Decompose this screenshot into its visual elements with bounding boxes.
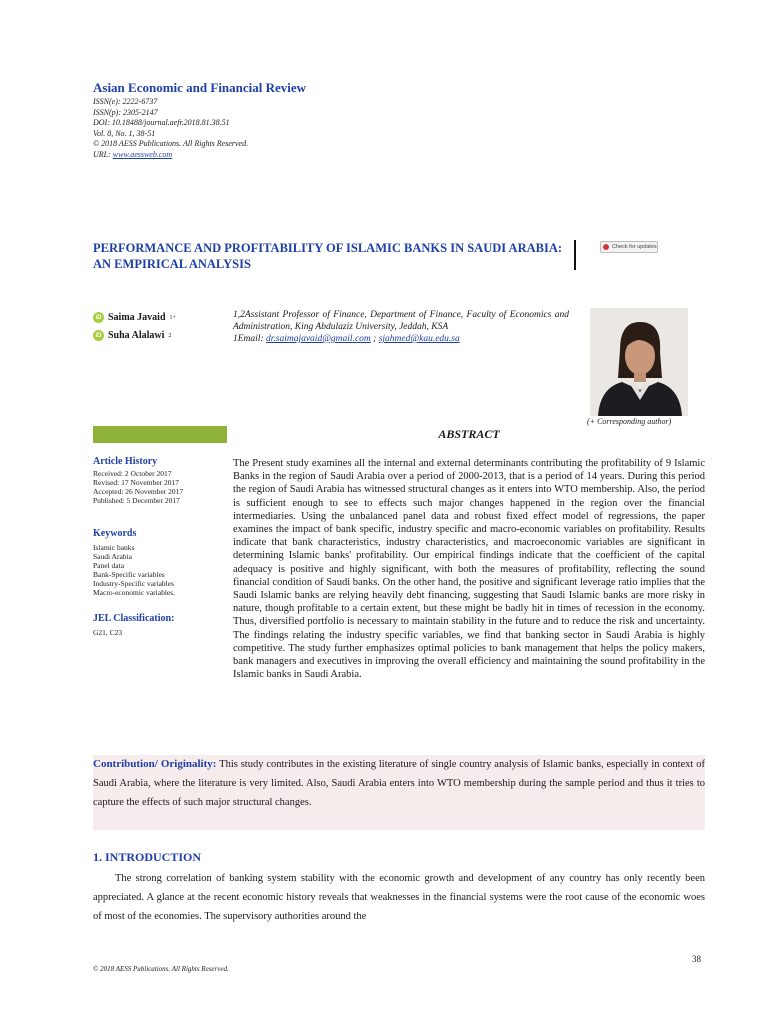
- issn-e: ISSN(e): 2222-6737: [93, 97, 158, 106]
- introduction-heading: 1. INTRODUCTION: [93, 850, 202, 864]
- journal-url-link[interactable]: www.aessweb.com: [112, 149, 173, 159]
- author-2: [93, 330, 171, 341]
- keywords-list: [93, 543, 175, 597]
- abstract-body: The Present study examines all the internal and external determinants contributing the profitability of 9 Islamic Banks in the region of Saudi Arabia over a period of 2000-2013, that is a period of 14 years. During this period the region of Saudi Arabia has witnessed structural changes as it enters into WTO membership. Also, the period is sufficient enough to see to effects such major changes happened in the region over the financial intermediaries. Using the unbalanced panel data and robust fixed effect model of regressions, the paper examines the impact of bank specific, industry specific and macro-economic variables on profitability. Results indicate that bank characteristics, industry characteristics, and macroeconomic variables are significant in determining Islamic banks' profitability. Our empirical findings indicate that the coefficient of the capital adequacy is positive and highly significant, with both the measures of profitability, reflecting the sound financial condition of Saudi banks. On the other hand, the positive and significant leverage ratio implies that the Saudi Islamic banks are relying heavily debt financing, suggesting that Saudi Islamic banks are more risky in nature, though profitable to a certain extent, but these might be badly hit in times of recession in the economy. Thus, diversified portfolio is necessary to maintain stability in the future and to reduce the risk and uncertainty. The findings relating the industry specific variables, we find that banking sector in Saudi Arabia is highly competitive. The study further emphasizes optimal policies to bank management that helps the policy makers, bank managers and executives in improving the overall efficiency and maintaining the sound profitability in the Islamic banks in Saudi Arabia.: [233, 458, 705, 681]
- url-label: URL:: [93, 149, 113, 159]
- author-sup: 2: [168, 332, 172, 339]
- author-name: Suha Alalawi: [108, 330, 165, 341]
- contribution-label: Contribution/ Originality:: [93, 758, 217, 770]
- email-line: [233, 333, 569, 345]
- photo-caption: (+ Corresponding author): [587, 417, 672, 426]
- journal-meta: [93, 97, 248, 160]
- history-item: Published: 5 December 2017: [93, 496, 180, 505]
- affiliation-text: 1,2Assistant Professor of Finance, Department of Finance, Faculty of Economics and Administration, King Abdulaziz University, Jeddah, KSA: [233, 310, 569, 332]
- contribution-body: This study contributes in the existing literature of single country analysis of Islamic banks, especially in context of Saudi Arabia, where the literature is very limited. Also, Saudi Arabia enters into WTO membership during the sample period and thus it tries to capture the effects of such major structural changes.: [93, 759, 706, 808]
- volume: Vol. 8, No. 1, 38-51: [93, 128, 156, 138]
- author-name: Saima Javaid: [108, 312, 166, 323]
- article-history-list: [93, 469, 183, 505]
- author-1: [93, 312, 176, 323]
- check-updates-icon: [603, 244, 609, 250]
- title-divider: [574, 240, 576, 270]
- jel-value: G21, C23: [93, 628, 123, 637]
- paper-title: PERFORMANCE AND PROFITABILITY OF ISLAMIC BANKS IN SAUDI ARABIA: AN EMPIRICAL ANALYSIS: [93, 241, 563, 271]
- keyword-item: Saudi Arabia: [93, 552, 132, 561]
- history-item: Accepted: 26 November 2017: [93, 487, 184, 496]
- page-footer: © 2018 AESS Publications. All Rights Reserved.: [93, 965, 229, 973]
- journal-copyright: © 2018 AESS Publications. All Rights Reserved.: [93, 139, 249, 148]
- sidebar-accent-bar: [93, 426, 227, 443]
- email-label: 1Email:: [233, 334, 266, 344]
- email-separator: ;: [370, 334, 379, 344]
- doi: DOI: 10.18488/journal.aefr.2018.81.38.51: [93, 118, 230, 127]
- journal-url-line: [93, 150, 248, 161]
- email-link-1[interactable]: dr.saimajavaid@gmail.com: [265, 334, 371, 344]
- keywords-heading: Keywords: [93, 528, 137, 539]
- issn-p: ISSN(p): 2305-2147: [93, 107, 158, 117]
- keyword-item: Panel data: [93, 561, 125, 570]
- affiliation: [233, 309, 569, 345]
- orcid-icon[interactable]: iD: [93, 330, 104, 341]
- article-history-heading: Article History: [93, 456, 158, 467]
- check-updates-label: Check for updates: [612, 244, 657, 250]
- author-sup: 1+: [169, 314, 176, 321]
- history-item: Received: 2 October 2017: [93, 469, 172, 478]
- journal-title: Asian Economic and Financial Review: [93, 80, 307, 95]
- keyword-item: Bank-Specific variables: [93, 570, 165, 579]
- orcid-icon[interactable]: iD: [93, 312, 104, 323]
- history-item: Revised: 17 November 2017: [93, 478, 180, 487]
- keyword-item: Industry-Specific variables: [93, 579, 175, 588]
- keyword-item: Islamic banks: [93, 543, 135, 552]
- page-number: 38: [692, 954, 701, 964]
- author-photo: [590, 308, 688, 416]
- abstract-heading: ABSTRACT: [438, 427, 500, 441]
- check-updates-button[interactable]: [600, 241, 658, 253]
- contribution-text: [93, 755, 705, 812]
- jel-heading: JEL Classification:: [93, 613, 175, 624]
- email-link-2[interactable]: sjahmed@kau.edu.sa: [378, 334, 460, 344]
- author-photo-illustration: [590, 308, 688, 416]
- introduction-body: The strong correlation of banking system stability with the economic growth and development of any country has only recently been appreciated. A glance at the recent economic history reveals that weaknesses in the financial systems were the root cause of the economic woes of most of the economies. The supervisory authorities around the: [93, 873, 705, 922]
- keyword-item: Macro-economic variables.: [93, 588, 176, 597]
